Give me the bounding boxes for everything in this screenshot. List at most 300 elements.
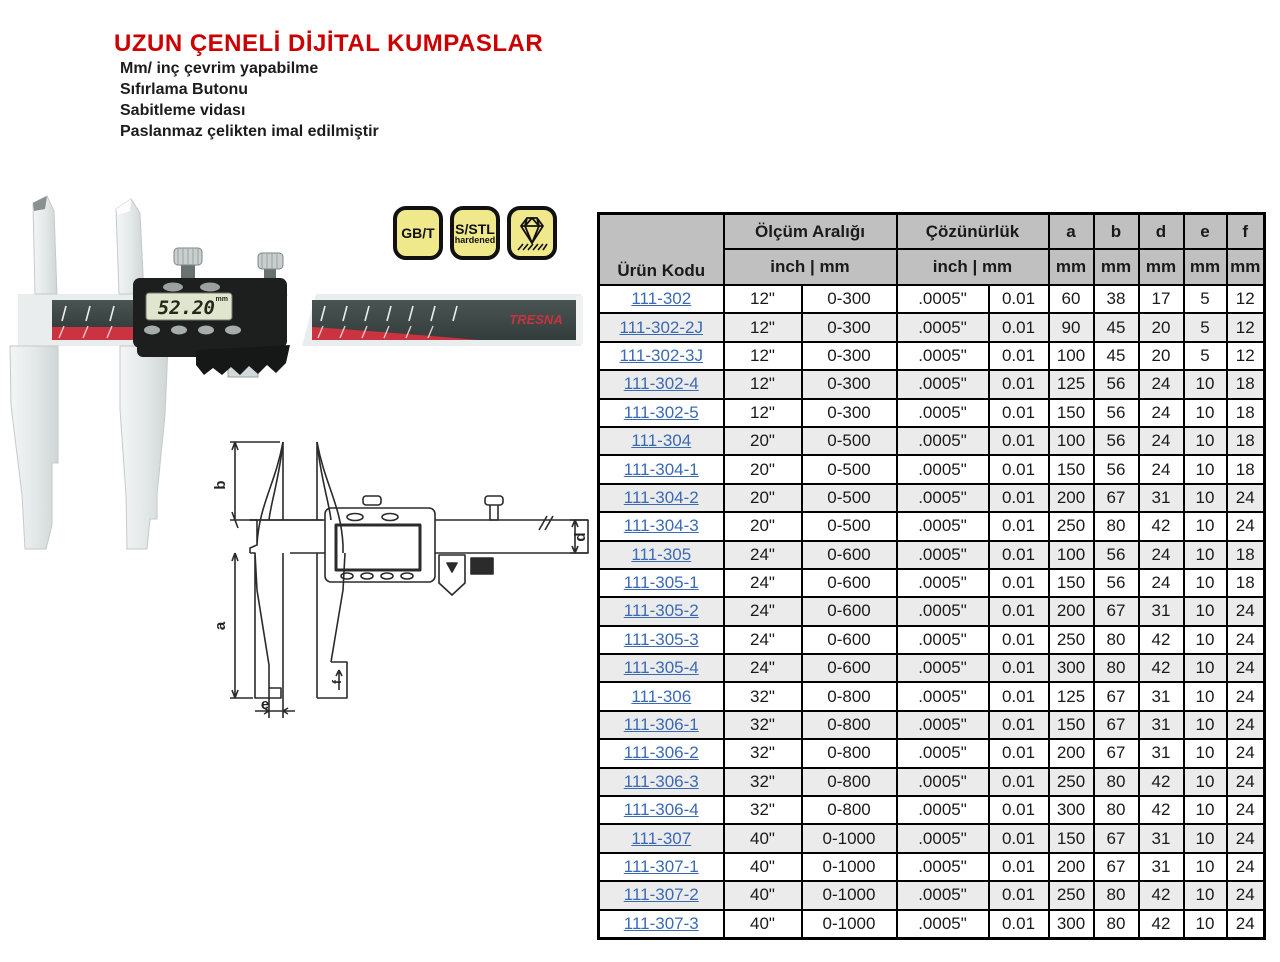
spec-cell: 24 bbox=[1227, 824, 1265, 852]
spec-cell: .0005" bbox=[897, 427, 989, 455]
spec-cell: 24 bbox=[1227, 881, 1265, 909]
spec-cell: 32" bbox=[724, 768, 802, 796]
table-row bbox=[599, 285, 1265, 313]
product-code-link[interactable]: 111-307-1 bbox=[623, 857, 699, 876]
spec-cell: 40" bbox=[724, 910, 802, 939]
table-row bbox=[599, 399, 1265, 427]
spec-cell: 18 bbox=[1227, 569, 1265, 597]
product-code-cell bbox=[599, 626, 724, 654]
spec-cell: 18 bbox=[1227, 370, 1265, 398]
product-code-link[interactable]: 111-307 bbox=[631, 828, 692, 848]
product-code-link[interactable]: 111-302-4 bbox=[623, 374, 699, 394]
sstl-badge-sublabel: hardened bbox=[454, 234, 496, 245]
spec-cell: 0-1000 bbox=[802, 824, 897, 852]
spec-cell: 10 bbox=[1184, 399, 1227, 427]
product-code-cell bbox=[599, 370, 724, 398]
spec-cell: 0.01 bbox=[989, 285, 1049, 313]
product-code-cell bbox=[599, 739, 724, 767]
spec-cell: 56 bbox=[1094, 399, 1139, 427]
product-code-link[interactable]: 111-304-3 bbox=[623, 516, 699, 536]
spec-cell: 20" bbox=[724, 455, 802, 483]
product-code-link[interactable]: 111-302 bbox=[631, 289, 692, 309]
spec-cell: 0-300 bbox=[802, 285, 897, 313]
spec-cell: 67 bbox=[1094, 711, 1139, 739]
spec-cell: 24" bbox=[724, 597, 802, 625]
col-header-d: d bbox=[1139, 214, 1184, 250]
product-code-cell bbox=[599, 484, 724, 512]
spec-cell: 300 bbox=[1049, 796, 1094, 824]
spec-cell: .0005" bbox=[897, 541, 989, 569]
spec-cell: 38 bbox=[1094, 285, 1139, 313]
dim-label-e: e bbox=[260, 696, 270, 713]
spec-cell: 24 bbox=[1139, 370, 1184, 398]
product-code-link[interactable]: 111-306-3 bbox=[623, 771, 699, 791]
spec-cell: 125 bbox=[1049, 682, 1094, 710]
spec-cell: 0.01 bbox=[989, 370, 1049, 398]
spec-cell: 150 bbox=[1049, 455, 1094, 483]
spec-cell: 40" bbox=[724, 881, 802, 909]
spec-cell: 0.01 bbox=[989, 626, 1049, 654]
fixed-jaw-lower bbox=[10, 346, 58, 549]
spec-cell: .0005" bbox=[897, 910, 989, 939]
spec-cell: 67 bbox=[1094, 484, 1139, 512]
spec-cell: 100 bbox=[1049, 541, 1094, 569]
product-code-cell bbox=[599, 768, 724, 796]
spec-cell: 18 bbox=[1227, 455, 1265, 483]
table-row bbox=[599, 711, 1265, 739]
product-code-link[interactable]: 111-304 bbox=[631, 431, 692, 451]
product-code-cell bbox=[599, 313, 724, 341]
spec-cell: 10 bbox=[1184, 484, 1227, 512]
product-code-link[interactable]: 111-306-4 bbox=[623, 800, 699, 820]
spec-cell: 67 bbox=[1094, 824, 1139, 852]
spec-cell: 10 bbox=[1184, 569, 1227, 597]
product-code-link[interactable]: 111-305 bbox=[631, 544, 692, 564]
spec-cell: 0.01 bbox=[989, 399, 1049, 427]
table-row bbox=[599, 427, 1265, 455]
subheader-resolution-units: inch | mm bbox=[897, 249, 1049, 285]
spec-cell: .0005" bbox=[897, 342, 989, 370]
col-header-product-code: Ürün Kodu bbox=[599, 214, 724, 286]
clamp-screw bbox=[258, 253, 283, 281]
table-row bbox=[599, 313, 1265, 341]
spec-cell: 31 bbox=[1139, 711, 1184, 739]
spec-cell: 10 bbox=[1184, 824, 1227, 852]
spec-cell: 150 bbox=[1049, 824, 1094, 852]
lcd-value: 52.20 bbox=[157, 297, 215, 319]
spec-cell: 0-500 bbox=[802, 484, 897, 512]
spec-cell: 32" bbox=[724, 682, 802, 710]
product-code-cell bbox=[599, 342, 724, 370]
lock-screw bbox=[174, 248, 202, 281]
spec-cell: 80 bbox=[1094, 910, 1139, 939]
spec-cell: 20" bbox=[724, 484, 802, 512]
spec-cell: 17 bbox=[1139, 285, 1184, 313]
spec-cell: 20" bbox=[724, 512, 802, 540]
table-row bbox=[599, 739, 1265, 767]
dim-label-d: d bbox=[572, 532, 589, 542]
spec-cell: 24" bbox=[724, 626, 802, 654]
lcd-unit: mm bbox=[215, 296, 228, 303]
moving-jaw-lower bbox=[120, 346, 168, 549]
spec-cell: 0-600 bbox=[802, 597, 897, 625]
spec-cell: 18 bbox=[1227, 541, 1265, 569]
feature-item: Sıfırlama Butonu bbox=[120, 81, 249, 98]
spec-cell: 10 bbox=[1184, 597, 1227, 625]
product-code-cell bbox=[599, 881, 724, 909]
product-code-link[interactable]: 111-306-2 bbox=[623, 743, 699, 763]
spec-cell: 31 bbox=[1139, 597, 1184, 625]
spec-cell: 10 bbox=[1184, 626, 1227, 654]
spec-cell: 300 bbox=[1049, 910, 1094, 939]
spec-cell: 67 bbox=[1094, 682, 1139, 710]
table-row bbox=[599, 569, 1265, 597]
dim-label-b: b bbox=[212, 480, 229, 490]
spec-cell: 0-800 bbox=[802, 711, 897, 739]
spec-cell: 10 bbox=[1184, 512, 1227, 540]
spec-cell: 0.01 bbox=[989, 796, 1049, 824]
spec-cell: 12" bbox=[724, 370, 802, 398]
spec-cell: 0.01 bbox=[989, 824, 1049, 852]
spec-cell: 0.01 bbox=[989, 541, 1049, 569]
spec-cell: 24" bbox=[724, 541, 802, 569]
product-code-link[interactable]: 111-302-5 bbox=[623, 402, 699, 422]
feature-item: Mm/ inç çevrim yapabilme bbox=[120, 60, 319, 77]
spec-cell: 80 bbox=[1094, 796, 1139, 824]
spec-cell: .0005" bbox=[897, 484, 989, 512]
spec-cell: .0005" bbox=[897, 512, 989, 540]
table-row bbox=[599, 853, 1265, 881]
spec-cell: 100 bbox=[1049, 427, 1094, 455]
table-row bbox=[599, 654, 1265, 682]
spec-cell: .0005" bbox=[897, 796, 989, 824]
spec-cell: 80 bbox=[1094, 626, 1139, 654]
spec-cell: 31 bbox=[1139, 853, 1184, 881]
spec-cell: 24 bbox=[1227, 768, 1265, 796]
spec-cell: 10 bbox=[1184, 910, 1227, 939]
spec-cell: 42 bbox=[1139, 881, 1184, 909]
spec-cell: 0.01 bbox=[989, 313, 1049, 341]
spec-cell: 24 bbox=[1227, 484, 1265, 512]
spec-cell: 20 bbox=[1139, 342, 1184, 370]
spec-cell: .0005" bbox=[897, 399, 989, 427]
spec-cell: 0-500 bbox=[802, 512, 897, 540]
table-row bbox=[599, 370, 1265, 398]
col-header-a: a bbox=[1049, 214, 1094, 250]
spec-cell: 0.01 bbox=[989, 342, 1049, 370]
product-code-cell bbox=[599, 682, 724, 710]
spec-cell: 56 bbox=[1094, 427, 1139, 455]
spec-cell: 200 bbox=[1049, 484, 1094, 512]
spec-cell: 24 bbox=[1227, 597, 1265, 625]
spec-cell: 12 bbox=[1227, 313, 1265, 341]
spec-cell: 80 bbox=[1094, 512, 1139, 540]
subheader-a-unit: mm bbox=[1049, 249, 1094, 285]
spec-cell: 0-600 bbox=[802, 626, 897, 654]
product-code-link[interactable]: 111-306 bbox=[631, 686, 692, 706]
product-code-cell bbox=[599, 427, 724, 455]
spec-cell: 10 bbox=[1184, 654, 1227, 682]
feature-list bbox=[120, 58, 379, 142]
spec-cell: 45 bbox=[1094, 342, 1139, 370]
spec-cell: 0.01 bbox=[989, 455, 1049, 483]
spec-cell: .0005" bbox=[897, 455, 989, 483]
spec-cell: 24 bbox=[1139, 399, 1184, 427]
spec-cell: 18 bbox=[1227, 427, 1265, 455]
product-code-link[interactable]: 111-304-2 bbox=[623, 487, 699, 507]
subheader-f-unit: mm bbox=[1227, 249, 1265, 285]
spec-cell: 24 bbox=[1139, 427, 1184, 455]
spec-cell: 80 bbox=[1094, 654, 1139, 682]
spec-cell: 100 bbox=[1049, 342, 1094, 370]
feature-item: Paslanmaz çelikten imal edilmiştir bbox=[120, 123, 379, 140]
product-code-cell bbox=[599, 541, 724, 569]
product-code-link[interactable]: 111-306-1 bbox=[623, 715, 699, 735]
spec-cell: 24 bbox=[1227, 654, 1265, 682]
spec-cell: 67 bbox=[1094, 739, 1139, 767]
spec-cell: .0005" bbox=[897, 654, 989, 682]
spec-cell: 18 bbox=[1227, 399, 1265, 427]
spec-cell: 31 bbox=[1139, 824, 1184, 852]
subheader-e-unit: mm bbox=[1184, 249, 1227, 285]
spec-cell: 150 bbox=[1049, 711, 1094, 739]
spec-cell: 200 bbox=[1049, 853, 1094, 881]
product-code-cell bbox=[599, 399, 724, 427]
spec-cell: 0.01 bbox=[989, 597, 1049, 625]
spec-cell: 125 bbox=[1049, 370, 1094, 398]
spec-cell: 10 bbox=[1184, 711, 1227, 739]
spec-cell: 0-300 bbox=[802, 370, 897, 398]
spec-cell: 250 bbox=[1049, 768, 1094, 796]
gbt-badge-label: GB/T bbox=[401, 225, 435, 241]
spec-cell: 0-1000 bbox=[802, 853, 897, 881]
spec-cell: 0.01 bbox=[989, 711, 1049, 739]
spec-cell: .0005" bbox=[897, 711, 989, 739]
product-code-link[interactable]: 111-302-3J bbox=[619, 345, 703, 365]
spec-cell: 0.01 bbox=[989, 569, 1049, 597]
dim-label-f: f bbox=[330, 680, 344, 684]
spec-cell: 0-1000 bbox=[802, 910, 897, 939]
product-code-cell bbox=[599, 796, 724, 824]
spec-cell: 24 bbox=[1139, 569, 1184, 597]
product-code-cell bbox=[599, 711, 724, 739]
spec-cell: 5 bbox=[1184, 342, 1227, 370]
spec-cell: 24 bbox=[1227, 626, 1265, 654]
spec-cell: 31 bbox=[1139, 484, 1184, 512]
spec-cell: 150 bbox=[1049, 569, 1094, 597]
spec-cell: 80 bbox=[1094, 768, 1139, 796]
table-row bbox=[599, 626, 1265, 654]
spec-cell: 0-600 bbox=[802, 569, 897, 597]
spec-cell: 0-800 bbox=[802, 682, 897, 710]
spec-cell: 0-500 bbox=[802, 455, 897, 483]
spec-table-header bbox=[599, 214, 1265, 286]
product-code-link[interactable]: 111-307-3 bbox=[623, 913, 699, 933]
spec-cell: 20 bbox=[1139, 313, 1184, 341]
spec-cell: 10 bbox=[1184, 881, 1227, 909]
spec-cell: 10 bbox=[1184, 768, 1227, 796]
spec-cell: 0-300 bbox=[802, 342, 897, 370]
spec-cell: 42 bbox=[1139, 512, 1184, 540]
table-row bbox=[599, 597, 1265, 625]
spec-cell: 0-800 bbox=[802, 796, 897, 824]
spec-cell: 150 bbox=[1049, 399, 1094, 427]
spec-cell: 0.01 bbox=[989, 427, 1049, 455]
product-code-link[interactable]: 111-305-1 bbox=[623, 573, 699, 593]
spec-cell: 31 bbox=[1139, 739, 1184, 767]
spec-cell: 24 bbox=[1227, 512, 1265, 540]
spec-cell: 80 bbox=[1094, 881, 1139, 909]
product-code-cell bbox=[599, 597, 724, 625]
spec-cell: 250 bbox=[1049, 626, 1094, 654]
product-code-link[interactable]: 111-302-2J bbox=[619, 317, 703, 337]
subheader-d-unit: mm bbox=[1139, 249, 1184, 285]
spec-cell: 32" bbox=[724, 739, 802, 767]
product-code-cell bbox=[599, 853, 724, 881]
spec-cell: 0.01 bbox=[989, 910, 1049, 939]
spec-cell: .0005" bbox=[897, 881, 989, 909]
table-row bbox=[599, 796, 1265, 824]
product-code-link[interactable]: 111-307-2 bbox=[623, 885, 699, 905]
col-header-b: b bbox=[1094, 214, 1139, 250]
col-header-range: Ölçüm Aralığı bbox=[724, 214, 897, 250]
product-code-cell bbox=[599, 512, 724, 540]
brand-logo: TRESNA bbox=[509, 312, 563, 327]
product-code-cell bbox=[599, 654, 724, 682]
table-row bbox=[599, 881, 1265, 909]
spec-cell: .0005" bbox=[897, 739, 989, 767]
spec-cell: 56 bbox=[1094, 370, 1139, 398]
spec-cell: 12 bbox=[1227, 285, 1265, 313]
spec-cell: 200 bbox=[1049, 597, 1094, 625]
product-code-cell bbox=[599, 455, 724, 483]
spec-cell: 0-1000 bbox=[802, 881, 897, 909]
spec-cell: 0.01 bbox=[989, 881, 1049, 909]
spec-cell: 0.01 bbox=[989, 484, 1049, 512]
spec-cell: 0-600 bbox=[802, 654, 897, 682]
spec-cell: 0.01 bbox=[989, 739, 1049, 767]
spec-cell: 32" bbox=[724, 711, 802, 739]
spec-cell: 60 bbox=[1049, 285, 1094, 313]
spec-cell: 20" bbox=[724, 427, 802, 455]
spec-cell: 5 bbox=[1184, 285, 1227, 313]
spec-cell: 300 bbox=[1049, 654, 1094, 682]
spec-cell: 10 bbox=[1184, 370, 1227, 398]
spec-cell: .0005" bbox=[897, 853, 989, 881]
spec-cell: .0005" bbox=[897, 824, 989, 852]
spec-cell: 0.01 bbox=[989, 512, 1049, 540]
spec-cell: 10 bbox=[1184, 427, 1227, 455]
spec-cell: 10 bbox=[1184, 455, 1227, 483]
product-code-link[interactable]: 111-304-1 bbox=[623, 459, 699, 479]
spec-cell: .0005" bbox=[897, 682, 989, 710]
spec-cell: 24 bbox=[1227, 910, 1265, 939]
product-code-cell bbox=[599, 910, 724, 939]
product-code-link[interactable]: 111-305-2 bbox=[623, 601, 699, 621]
spec-cell: 0.01 bbox=[989, 853, 1049, 881]
col-header-e: e bbox=[1184, 214, 1227, 250]
spec-cell: 0-300 bbox=[802, 399, 897, 427]
spec-cell: .0005" bbox=[897, 370, 989, 398]
spec-cell: 42 bbox=[1139, 626, 1184, 654]
spec-cell: 0-300 bbox=[802, 313, 897, 341]
spec-cell: 10 bbox=[1184, 682, 1227, 710]
spec-cell: 24 bbox=[1227, 796, 1265, 824]
sstl-badge-label: S/STL bbox=[455, 220, 495, 237]
table-row bbox=[599, 455, 1265, 483]
spec-cell: 24 bbox=[1227, 853, 1265, 881]
spec-cell: 200 bbox=[1049, 739, 1094, 767]
product-code-link[interactable]: 111-305-4 bbox=[623, 658, 699, 678]
product-code-cell bbox=[599, 569, 724, 597]
spec-cell: 45 bbox=[1094, 313, 1139, 341]
spec-cell: 42 bbox=[1139, 654, 1184, 682]
spec-cell: 40" bbox=[724, 824, 802, 852]
spec-cell: 24" bbox=[724, 569, 802, 597]
spec-cell: 10 bbox=[1184, 796, 1227, 824]
spec-cell: 0.01 bbox=[989, 682, 1049, 710]
spec-cell: .0005" bbox=[897, 569, 989, 597]
spec-cell: 12" bbox=[724, 399, 802, 427]
dim-label-a: a bbox=[212, 621, 229, 631]
spec-cell: .0005" bbox=[897, 768, 989, 796]
spec-cell: 250 bbox=[1049, 512, 1094, 540]
spec-cell: 10 bbox=[1184, 541, 1227, 569]
product-code-link[interactable]: 111-305-3 bbox=[623, 629, 699, 649]
spec-cell: 90 bbox=[1049, 313, 1094, 341]
spec-cell: 12" bbox=[724, 313, 802, 341]
spec-cell: 10 bbox=[1184, 853, 1227, 881]
spec-cell: 5 bbox=[1184, 313, 1227, 341]
spec-cell: 0.01 bbox=[989, 768, 1049, 796]
spec-cell: 24 bbox=[1227, 711, 1265, 739]
subheader-range-units: inch | mm bbox=[724, 249, 897, 285]
table-row bbox=[599, 768, 1265, 796]
spec-cell: .0005" bbox=[897, 626, 989, 654]
spec-cell: 40" bbox=[724, 853, 802, 881]
spec-cell: 0-800 bbox=[802, 768, 897, 796]
spec-cell: 24 bbox=[1227, 739, 1265, 767]
table-row bbox=[599, 342, 1265, 370]
spec-cell: 0.01 bbox=[989, 654, 1049, 682]
spec-cell: 10 bbox=[1184, 739, 1227, 767]
spec-table-body bbox=[599, 285, 1265, 938]
spec-cell: 0-500 bbox=[802, 427, 897, 455]
spec-cell: 67 bbox=[1094, 597, 1139, 625]
spec-cell: 42 bbox=[1139, 768, 1184, 796]
spec-cell: 24 bbox=[1139, 455, 1184, 483]
spec-table bbox=[597, 212, 1266, 940]
spec-cell: 250 bbox=[1049, 881, 1094, 909]
col-header-resolution: Çözünürlük bbox=[897, 214, 1049, 250]
table-row bbox=[599, 824, 1265, 852]
spec-cell: 56 bbox=[1094, 541, 1139, 569]
table-row bbox=[599, 910, 1265, 939]
fixed-jaw-upper bbox=[33, 196, 57, 294]
table-row bbox=[599, 484, 1265, 512]
product-code-cell bbox=[599, 285, 724, 313]
table-row bbox=[599, 682, 1265, 710]
spec-cell: 42 bbox=[1139, 796, 1184, 824]
spec-cell: .0005" bbox=[897, 285, 989, 313]
product-code-cell bbox=[599, 824, 724, 852]
spec-cell: 67 bbox=[1094, 853, 1139, 881]
spec-cell: .0005" bbox=[897, 597, 989, 625]
page-title: UZUN ÇENELİ DİJİTAL KUMPASLAR bbox=[114, 30, 544, 58]
spec-cell: 56 bbox=[1094, 455, 1139, 483]
spec-cell: 31 bbox=[1139, 682, 1184, 710]
table-row bbox=[599, 512, 1265, 540]
